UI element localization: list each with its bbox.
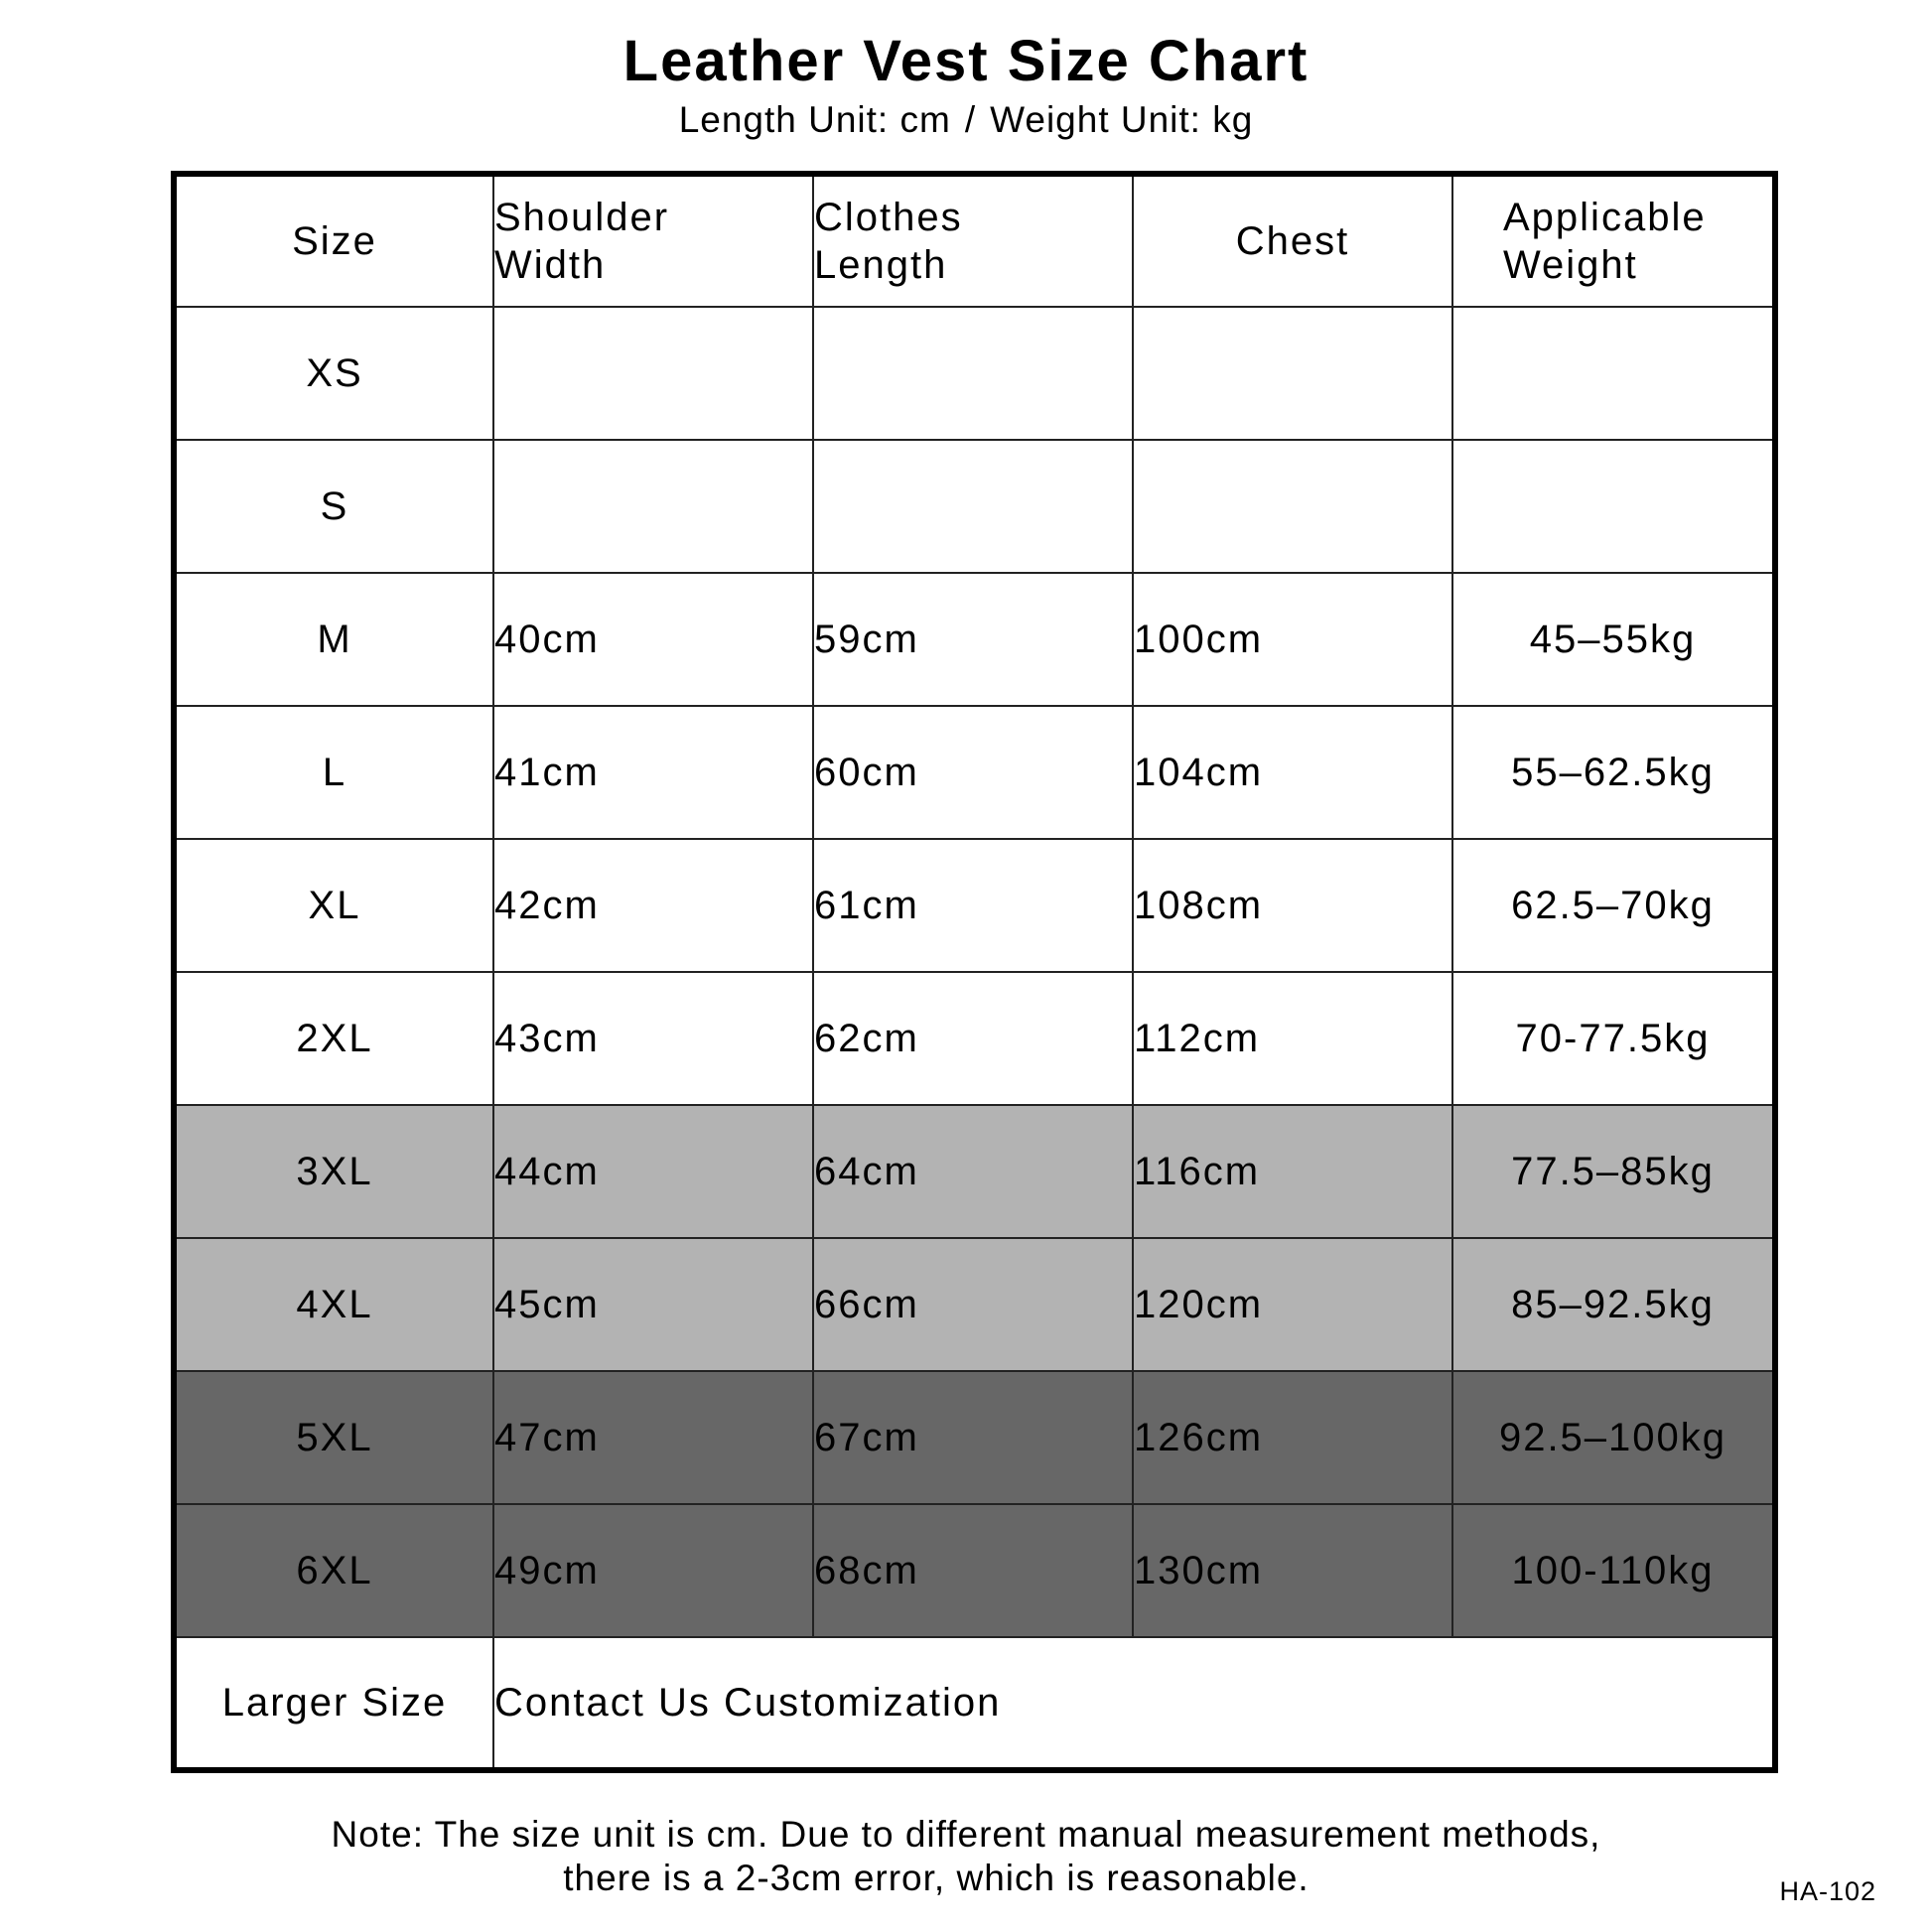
cell-size: S <box>174 440 493 573</box>
cell-chest: 108cm <box>1133 839 1452 972</box>
cell-chest: 120cm <box>1133 1238 1452 1371</box>
cell-chest <box>1133 307 1452 440</box>
cell-shoulder: 44cm <box>493 1105 813 1238</box>
cell-size: XS <box>174 307 493 440</box>
cell-weight: 100-110kg <box>1452 1504 1775 1637</box>
cell-chest: 104cm <box>1133 706 1452 839</box>
unit-separator: / <box>964 99 977 140</box>
cell-size: 6XL <box>174 1504 493 1637</box>
cell-size: 4XL <box>174 1238 493 1371</box>
cell-length: 62cm <box>813 972 1133 1105</box>
cell-length: 68cm <box>813 1504 1133 1637</box>
cell-weight <box>1452 440 1775 573</box>
cell-length: 59cm <box>813 573 1133 706</box>
cell-weight: 92.5–100kg <box>1452 1371 1775 1504</box>
cell-chest <box>1133 440 1452 573</box>
cell-shoulder: 45cm <box>493 1238 813 1371</box>
cell-shoulder: 41cm <box>493 706 813 839</box>
table-row <box>174 573 1775 706</box>
header-size: Size <box>174 174 493 307</box>
table-row <box>174 1371 1775 1504</box>
table-row <box>174 307 1775 440</box>
cell-length: 61cm <box>813 839 1133 972</box>
cell-weight: 62.5–70kg <box>1452 839 1775 972</box>
table-row <box>174 1238 1775 1371</box>
cell-size: 3XL <box>174 1105 493 1238</box>
cell-shoulder <box>493 440 813 573</box>
cell-weight: 70-77.5kg <box>1452 972 1775 1105</box>
length-unit: Length Unit: cm <box>678 99 951 140</box>
cell-size: M <box>174 573 493 706</box>
header-clothes-length: Clothes Length <box>813 174 1133 307</box>
cell-weight: 85–92.5kg <box>1452 1238 1775 1371</box>
cell-size: XL <box>174 839 493 972</box>
cell-length: 66cm <box>813 1238 1133 1371</box>
measurement-note <box>0 1813 1932 1900</box>
cell-chest: 100cm <box>1133 573 1452 706</box>
cell-size: 2XL <box>174 972 493 1105</box>
table-row <box>174 972 1775 1105</box>
cell-length: 60cm <box>813 706 1133 839</box>
unit-subtitle <box>0 99 1932 141</box>
cell-chest: 116cm <box>1133 1105 1452 1238</box>
cell-length <box>813 307 1133 440</box>
cell-shoulder: 42cm <box>493 839 813 972</box>
table-row <box>174 1504 1775 1637</box>
cell-shoulder: 40cm <box>493 573 813 706</box>
cell-size: 5XL <box>174 1371 493 1504</box>
header-applicable-weight: Applicable Weight <box>1452 174 1775 307</box>
note-line-1: Note: The size unit is cm. Due to different manual measurement methods, <box>331 1814 1601 1855</box>
larger-size-label: Larger Size <box>174 1637 493 1770</box>
cell-shoulder: 43cm <box>493 972 813 1105</box>
cell-chest: 130cm <box>1133 1504 1452 1637</box>
cell-length <box>813 440 1133 573</box>
table-row <box>174 1105 1775 1238</box>
cell-weight: 45–55kg <box>1452 573 1775 706</box>
size-chart-table <box>171 171 1778 1773</box>
header-chest: Chest <box>1133 174 1452 307</box>
page-title: Leather Vest Size Chart <box>622 29 1310 93</box>
product-code: HA-102 <box>1779 1876 1876 1906</box>
cell-size: L <box>174 706 493 839</box>
cell-chest: 126cm <box>1133 1371 1452 1504</box>
cell-weight <box>1452 307 1775 440</box>
cell-shoulder: 49cm <box>493 1504 813 1637</box>
cell-length: 64cm <box>813 1105 1133 1238</box>
cell-shoulder <box>493 307 813 440</box>
header-shoulder-width: Shoulder Width <box>493 174 813 307</box>
cell-chest: 112cm <box>1133 972 1452 1105</box>
cell-shoulder: 47cm <box>493 1371 813 1504</box>
note-line-2: there is a 2-3cm error, which is reasonable. <box>563 1858 1310 1898</box>
weight-unit: Weight Unit: kg <box>990 99 1254 140</box>
contact-customization: Contact Us Customization <box>493 1637 1775 1770</box>
table-row <box>174 839 1775 972</box>
cell-weight: 77.5–85kg <box>1452 1105 1775 1238</box>
table-row <box>174 706 1775 839</box>
cell-length: 67cm <box>813 1371 1133 1504</box>
table-header-row <box>174 174 1775 307</box>
table-row <box>174 440 1775 573</box>
cell-weight: 55–62.5kg <box>1452 706 1775 839</box>
larger-size-row <box>174 1637 1775 1770</box>
